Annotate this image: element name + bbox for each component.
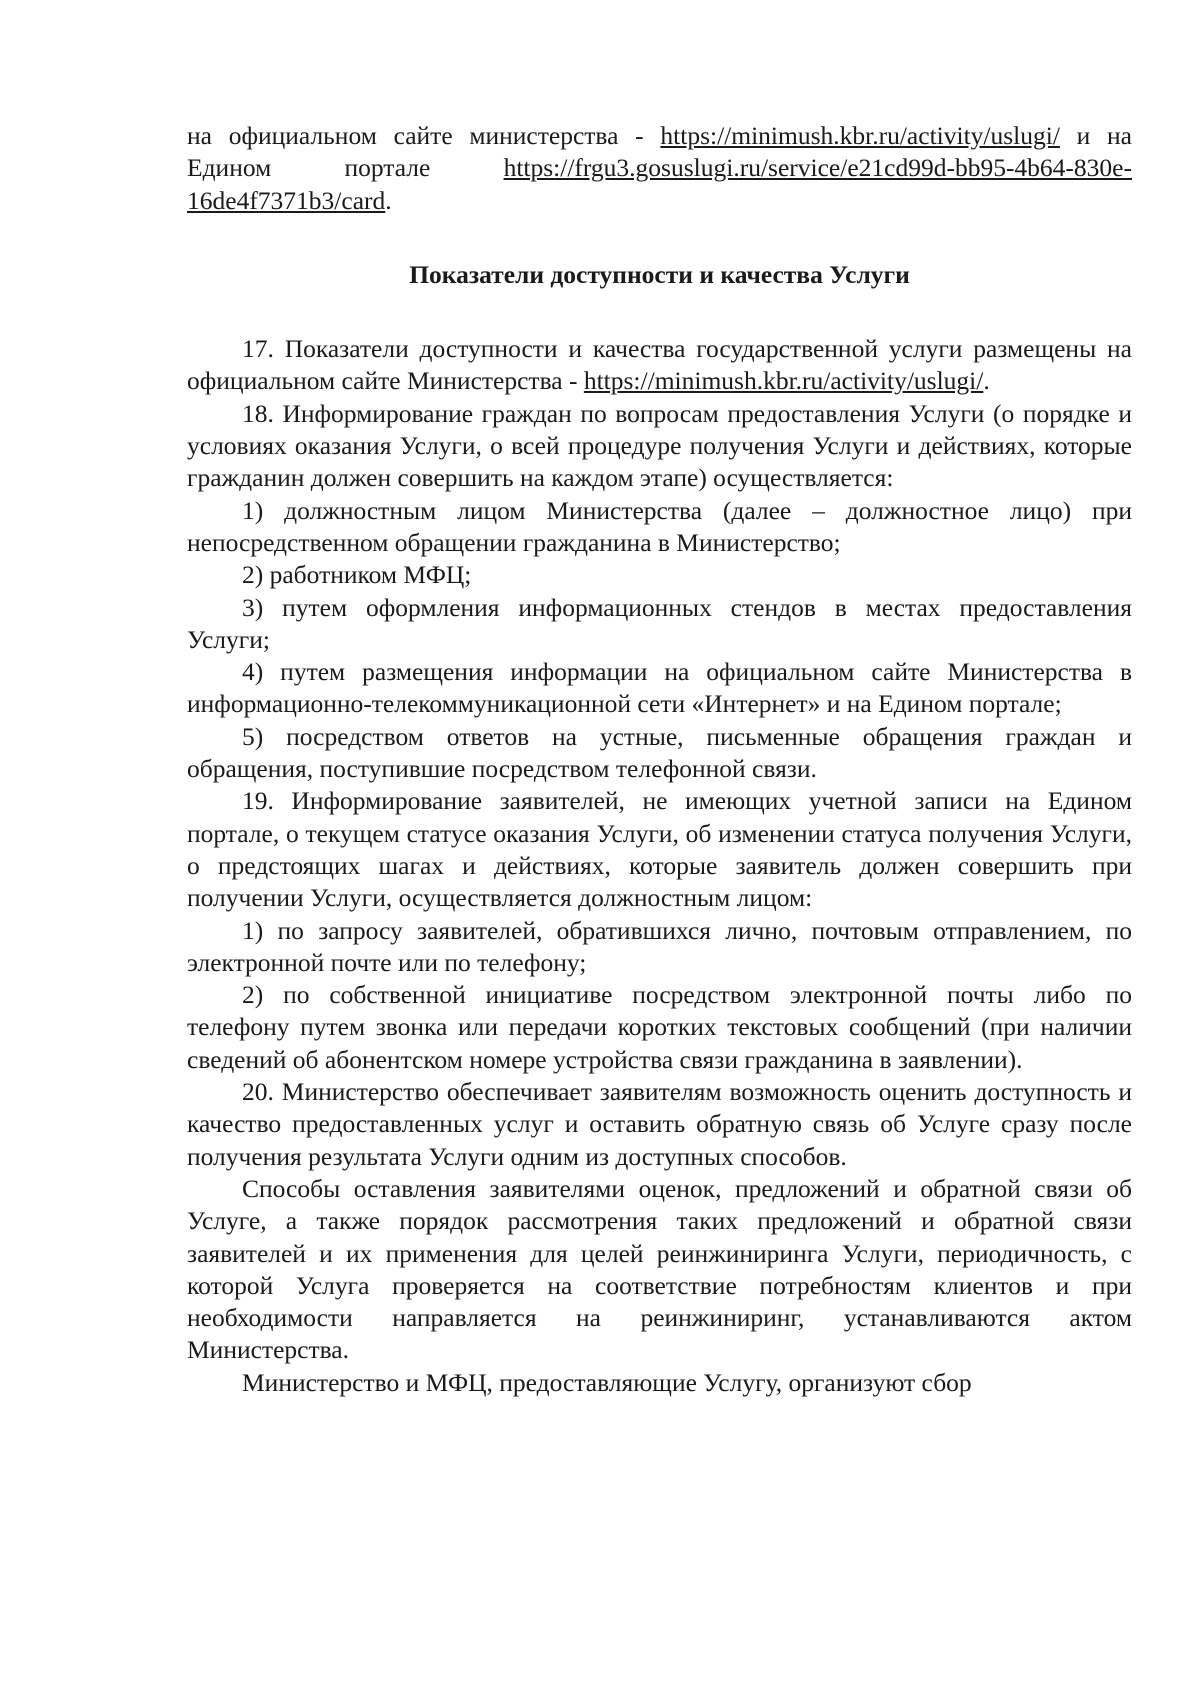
paragraph-19-item-2: 2) по собственной инициативе посредством электронной почты либо по телефону путем звонка или передачи коротких текстовых сообщений (при наличии сведений об абонентском номере устройства связи гражданина в заявлении). — [187, 980, 1132, 1074]
paragraph-20-collection: Министерство и МФЦ, предоставляющие Услугу, организуют сбор — [242, 1367, 972, 1397]
paragraph-18-item-3: 3) путем оформления информационных стендов в местах предоставления Услуги; — [187, 592, 1132, 654]
paragraph-18-item-1: 1) должностным лицом Министерства (далее – должностное лицо) при непосредственном обращении гражданина в Министерство; — [187, 495, 1132, 557]
paragraph-18-item-2: 2) работником МФЦ; — [242, 560, 472, 590]
paragraph-20: 20. Министерство обеспечивает заявителям возможность оценить доступность и качество предоставленных услуг и оставить обратную связь об Услуге сразу после получения результата Услуги одним из доступных способов. — [187, 1077, 1132, 1171]
ministry-services-link-2[interactable]: https://minimush.kbr.ru/activity/uslugi/ — [583, 366, 984, 396]
paragraph-18: 18. Информирование граждан по вопросам предоставления Услуги (о порядке и условиях оказания Услуги, о всей процедуре получения Услуги и действиях, которые гражданин должен совершить на каждом этапе) осуществляется: — [187, 398, 1132, 493]
paragraph-17 — [187, 333, 1132, 398]
intro-text-2: и на Едином портале — [187, 121, 1132, 183]
intro-text-3: . — [385, 185, 392, 215]
gosuslugi-service-link[interactable]: https://frgu3.gosuslugi.ru/service/e21cd99d-bb95-4b64-830e-16de4f7371b3/card — [187, 153, 1132, 215]
document-page — [187, 120, 1132, 1399]
intro-text-1: на официальном сайте министерства - — [187, 121, 661, 150]
paragraph-20-methods: Способы оставления заявителями оценок, предложений и обратной связи об Услуге, а также порядок рассмотрения таких предложений и обратной связи заявителей и их применения для целей реинжиниринга Услуги, периодичность, с которой Услуга проверяется на соответствие потребностям клиентов и при необходимости направляется на реинжиниринг, устанавливаются актом Министерства. — [187, 1173, 1132, 1365]
paragraph-17-tail: . — [983, 366, 990, 396]
paragraph-17-text: 17. Показатели доступности и качества государственной услуги размещены на официальном сайте Министерства - — [187, 334, 1132, 396]
intro-paragraph — [187, 120, 1132, 217]
paragraph-19-item-1: 1) по запросу заявителей, обратившихся лично, почтовым отправлением, по электронной почте или по телефону; — [187, 915, 1132, 977]
section-heading: Показатели доступности и качества Услуги — [409, 259, 910, 289]
paragraph-18-item-5: 5) посредством ответов на устные, письменные обращения граждан и обращения, поступившие посредством телефонной связи. — [187, 721, 1132, 784]
ministry-services-link[interactable]: https://minimush.kbr.ru/activity/uslugi/ — [660, 121, 1060, 150]
paragraph-19: 19. Информирование заявителей, не имеющих учетной записи на Едином портале, о текущем статусе оказания Услуги, об изменении статуса получения Услуги, о предстоящих шагах и действиях, которые заявитель должен совершить при получении Услуги, осуществляется должностным лицом: — [187, 786, 1132, 913]
paragraph-18-item-4: 4) путем размещения информации на официальном сайте Министерства в информационно-телекоммуникационной сети «Интернет» и на Едином портале; — [187, 657, 1132, 719]
